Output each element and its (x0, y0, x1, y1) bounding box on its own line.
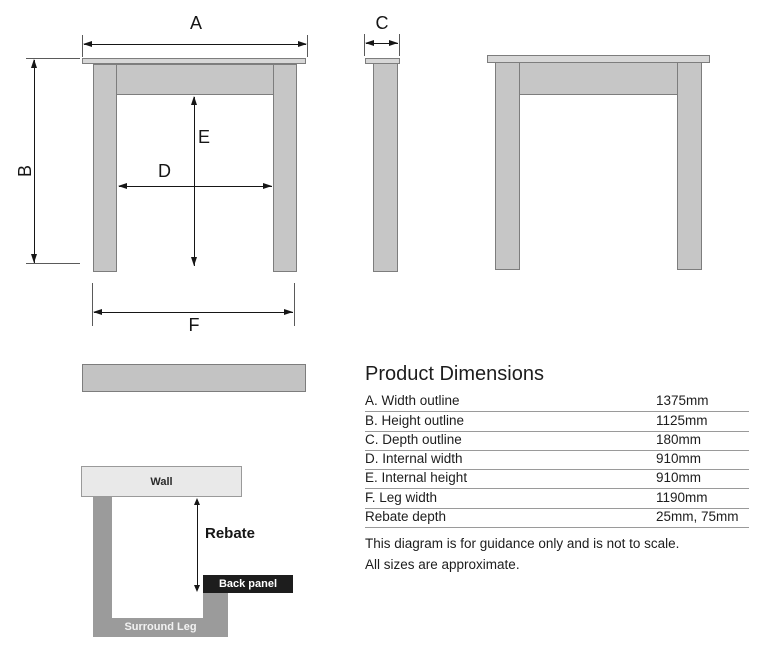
row-label: A. Width outline (365, 393, 460, 409)
dim-e-line (194, 97, 195, 266)
row-label: D. Internal width (365, 451, 463, 467)
dim-c-arrow-right (389, 40, 398, 46)
dim-b-arrow-top (31, 59, 37, 68)
row-value: 1190mm (656, 489, 708, 505)
dim-e-arrow-bottom (191, 257, 197, 266)
dim-a-arrow-right (298, 41, 307, 47)
note-line: This diagram is for guidance only and is not to scale. (365, 536, 680, 552)
panel-title: Product Dimensions (365, 363, 544, 385)
surround-leg-label: Surround Leg (124, 621, 197, 633)
dimensions-panel (365, 362, 749, 575)
wall-block (81, 466, 242, 497)
dim-f-arrow-left (93, 309, 102, 315)
front-left-leg (93, 64, 117, 272)
dim-c-arrow-left (365, 40, 374, 46)
plain-left-leg (495, 62, 520, 270)
dim-d-line (119, 186, 272, 187)
dim-f-line (94, 312, 293, 313)
row-value: 1375mm (656, 393, 709, 409)
table-row (365, 393, 749, 412)
dim-a-line (84, 44, 306, 45)
dim-f-label: F (188, 315, 200, 335)
rebate-line (197, 500, 198, 590)
row-value: 180mm (656, 431, 702, 447)
front-right-leg (273, 64, 297, 272)
row-label: B. Height outline (365, 412, 465, 428)
dim-b-label: B (15, 165, 35, 178)
table-row (365, 470, 749, 489)
dim-f-ext-left (92, 283, 93, 326)
dim-b-line (34, 60, 35, 263)
dim-a-ext-right (307, 35, 308, 57)
dim-a-arrow-left (83, 41, 92, 47)
dim-a-label: A (189, 13, 202, 33)
dim-d-label: D (158, 161, 171, 181)
table-row (365, 432, 749, 451)
plain-header-panel (495, 62, 702, 95)
dim-f-ext-right (294, 283, 295, 326)
front-header-panel (93, 64, 297, 95)
row-label: C. Depth outline (365, 431, 462, 447)
table-row (365, 412, 749, 431)
back-panel-label: Back panel (218, 578, 278, 590)
table-row (365, 509, 749, 528)
row-value: 1125mm (656, 412, 708, 428)
back-panel-block (203, 575, 293, 593)
table-row (365, 451, 749, 470)
row-value: 25mm, 75mm (656, 509, 739, 525)
dim-f-arrow-right (284, 309, 293, 315)
row-value: 910mm (656, 451, 702, 467)
side-leg (373, 63, 398, 272)
dim-c-label: C (375, 13, 389, 33)
dim-b-ext-bottom (26, 263, 80, 264)
row-label: E. Internal height (365, 470, 468, 486)
dim-d-arrow-left (118, 183, 127, 189)
surround-leg-vertical (93, 497, 112, 637)
disclaimer-notes (365, 534, 749, 575)
dim-e-label: E (198, 127, 211, 147)
row-value: 910mm (656, 470, 702, 486)
dim-b-arrow-bottom (31, 254, 37, 263)
dim-c-ext-right (399, 34, 400, 56)
dim-d-arrow-right (263, 183, 272, 189)
rebate-arrow-top (194, 498, 200, 505)
row-label: F. Leg width (365, 489, 438, 505)
plain-right-leg (677, 62, 702, 270)
surround-leg-step (203, 593, 228, 619)
shelf-bar (82, 364, 306, 392)
wall-label: Wall (150, 475, 173, 488)
table-row (365, 489, 749, 508)
row-label: Rebate depth (365, 509, 447, 525)
rebate-label: Rebate (205, 525, 256, 542)
note-line: All sizes are approximate. (365, 556, 520, 572)
rebate-arrow-bottom (194, 585, 200, 592)
dim-e-arrow-top (191, 96, 197, 105)
